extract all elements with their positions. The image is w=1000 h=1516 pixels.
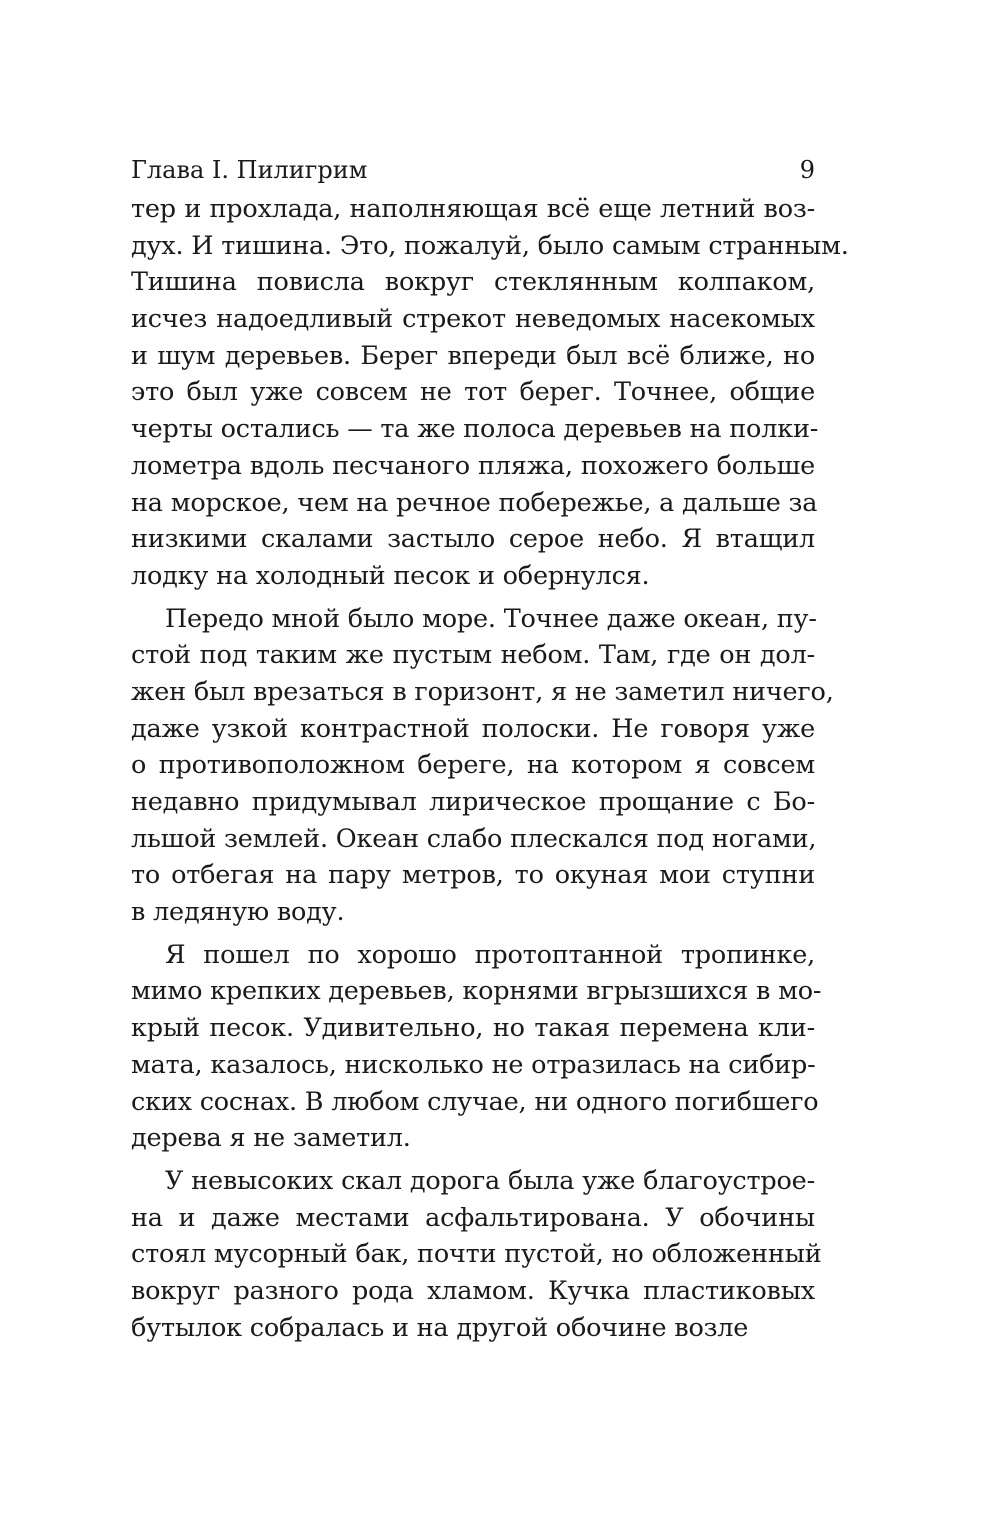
chapter-title: Глава I. Пилигрим [131, 156, 368, 184]
text-line: черты остались — та же полоса деревьев на полки- [131, 414, 819, 445]
text-line: Тишина повисла вокруг стеклянным колпаком, [131, 267, 815, 298]
text-line: лометра вдоль песчаного пляжа, похожего больше [131, 450, 815, 481]
text-line: недавно придумывал лирическое прощание с Бо- [131, 787, 815, 817]
text-line: мимо крепких деревьев, корнями вгрызшихся в мо- [131, 976, 822, 1007]
text-line: льшой землей. Океан слабо плескался под ногами, [131, 823, 817, 854]
paragraph [131, 191, 849, 595]
page-number: 9 [799, 156, 815, 184]
text-line: о противоположном береге, на котором я совсем [131, 750, 815, 781]
text-line: Я пошел по хорошо протоптанной тропинке, [165, 939, 815, 970]
text-line: это был уже совсем не тот берег. Точнее, общие [131, 377, 815, 408]
running-head [131, 150, 815, 190]
text-line: на и даже местами асфальтирована. У обочины [131, 1202, 815, 1233]
text-line: лодку на холодный песок и обернулся. [131, 560, 650, 591]
text-line: на морское, чем на речное побережье, а дальше за [131, 487, 818, 518]
text-line: исчез надоедливый стрекот неведомых насекомых [131, 304, 815, 335]
text-line: даже узкой контрастной полоски. Не говоря уже [131, 713, 815, 744]
text-line: бутылок собралась и на другой обочине возле [131, 1312, 749, 1343]
body-text [131, 191, 849, 1346]
text-line: стоял мусорный бак, почти пустой, но обложенный [131, 1239, 822, 1270]
text-line: ских соснах. В любом случае, ни одного погибшего [131, 1086, 819, 1117]
text-line: вокруг разного рода хламом. Кучка пластиковых [131, 1275, 815, 1306]
text-line: У невысоких скал дорога была уже благоустрое- [165, 1165, 815, 1196]
text-line: дух. И тишина. Это, пожалуй, было самым странным. [131, 230, 849, 261]
text-line: тер и прохлада, наполняющая всё еще летний воз- [131, 194, 815, 224]
paragraph [131, 1163, 822, 1346]
text-line: то отбегая на пару метров, то окуная мои ступни [131, 860, 815, 891]
text-line: и шум деревьев. Берег впереди был всё ближе, но [131, 340, 815, 371]
paragraph [131, 937, 822, 1157]
text-line: жен был врезаться в горизонт, я не заметил ничего, [131, 676, 834, 707]
text-line: стой под таким же пустым небом. Там, где он дол- [131, 640, 815, 671]
text-line: дерева я не заметил. [131, 1123, 411, 1154]
text-line: низкими скалами застыло серое небо. Я втащил [131, 524, 815, 555]
text-line: Передо мной было море. Точнее даже океан, пу- [165, 603, 817, 634]
text-line: в ледяную воду. [131, 897, 345, 928]
paragraph [131, 601, 834, 931]
text-line: крый песок. Удивительно, но такая перемена кли- [131, 1013, 815, 1044]
text-line: мата, казалось, нисколько не отразилась на сибир- [131, 1049, 816, 1080]
book-page [131, 150, 849, 1346]
